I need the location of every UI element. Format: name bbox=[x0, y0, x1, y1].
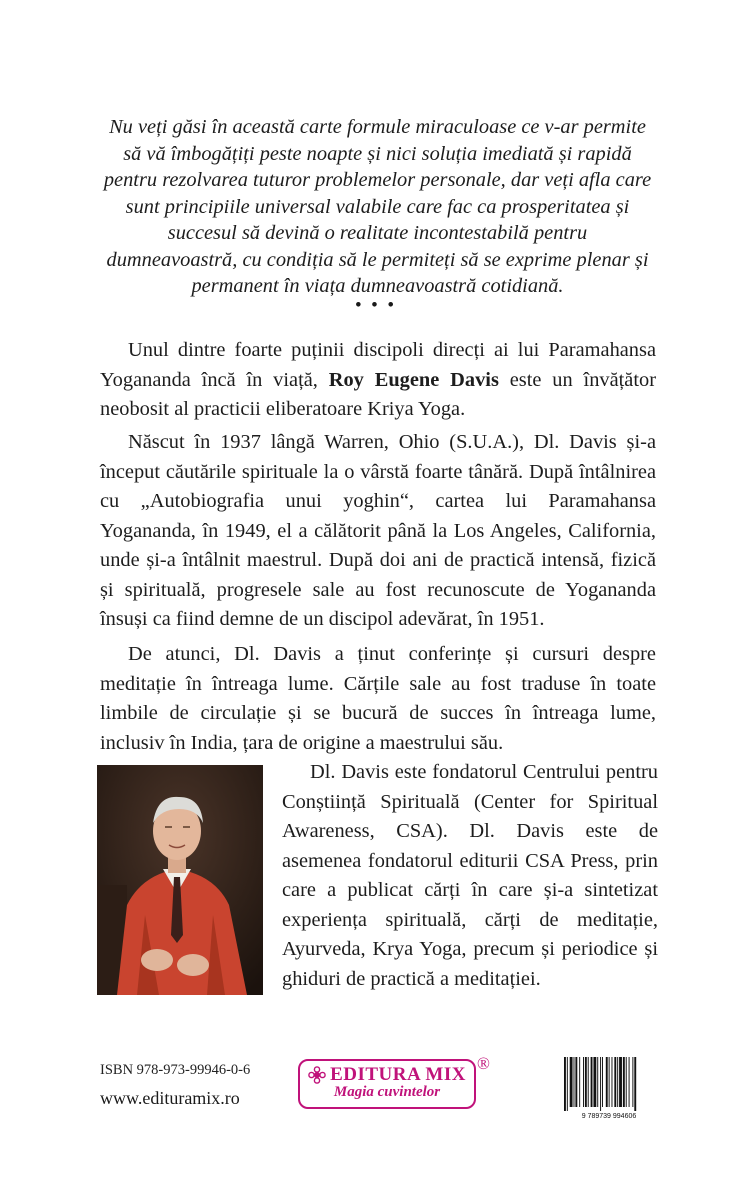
barcode-bar bbox=[612, 1057, 613, 1107]
back-cover-quote: Nu veți găsi în această carte formule miraculoase ce v-ar permite să vă îmbogățiți peste noapte și nici soluția imediată și rapidă pentru rezolvarea tuturor problemelor personale, dar veți afla care sunt principiile universal valabile care fac ca prosperitatea și succesul să devină o realitate incontestabilă pentru dumneavoastră, cu condiția să le permiteți să se exprime plenar și permanent în viața dumneavoastră cotidiană. bbox=[103, 116, 652, 297]
isbn-number: ISBN 978-973-99946-0-6 bbox=[100, 1062, 251, 1078]
author-name: Roy Eugene Davis bbox=[328, 368, 499, 391]
publisher-tagline: Magia cuvintelor bbox=[333, 1084, 441, 1100]
barcode-bar bbox=[564, 1057, 566, 1111]
bio-p1-before: Unul dintre foarte puținii discipoli direcți ai lui Paramahansa Yogananda încă în viață, bbox=[100, 339, 656, 391]
publisher-logo-main bbox=[300, 1064, 474, 1086]
author-photo bbox=[97, 765, 263, 995]
barcode-bar bbox=[606, 1057, 608, 1107]
barcode-bar bbox=[619, 1057, 622, 1107]
bio-paragraph-4 bbox=[282, 758, 658, 994]
barcode-bar bbox=[570, 1057, 573, 1107]
bio-paragraph-3 bbox=[100, 640, 656, 758]
bio-p3-text: De atunci, Dl. Davis a ținut conferințe și cursuri despre meditație în întreaga lume. Cărțile sale au fost traduse în toate limbile de circulație și se bucură de succes în întreaga lume, inclusiv în India, țara de origine a maestrului său. bbox=[100, 643, 656, 754]
barcode-bar bbox=[579, 1057, 580, 1107]
author-portrait-illustration bbox=[97, 765, 263, 995]
barcode-bar bbox=[575, 1057, 577, 1107]
bio-p1-after: este un învățător neobosit al practicii eliberatoare Kriya Yoga. bbox=[100, 368, 657, 420]
barcode-bar bbox=[591, 1057, 593, 1107]
barcode-bar bbox=[617, 1057, 618, 1107]
publisher-logo bbox=[298, 1059, 476, 1109]
section-separator: • • • bbox=[355, 295, 397, 314]
barcode-bar bbox=[585, 1057, 587, 1107]
barcode-bar bbox=[623, 1057, 625, 1107]
barcode-bar bbox=[602, 1057, 603, 1107]
bio-paragraph-1 bbox=[100, 336, 656, 425]
barcode-bar bbox=[609, 1057, 610, 1107]
flower-icon bbox=[308, 1066, 326, 1084]
barcode-bar bbox=[588, 1057, 589, 1107]
registered-mark: ® bbox=[477, 1054, 490, 1073]
barcode-bar bbox=[583, 1057, 584, 1107]
barcode-bar bbox=[634, 1057, 636, 1111]
barcode-bar bbox=[574, 1057, 575, 1107]
barcode-bar bbox=[593, 1057, 596, 1107]
barcode-bar bbox=[567, 1057, 568, 1111]
bio-p2-text: Născut în 1937 lângă Warren, Ohio (S.U.A.), Dl. Davis și-a început căutările spirituale la o vârstă foarte tânără. După întâlnirea cu „Autobiografia unui yoghin“, cartea lui Paramahansa Yogananda, în 1949, el a călătorit până la Los Angeles, California, unde și-a întâlnit maestrul. După doi ani de practică intensă, fizică și spirituală, progresele sale au fost recunoscute de Yogananda însuși ca fiind demne de un discipol adevărat, în 1951. bbox=[100, 431, 656, 630]
publisher-website: www.edituramix.ro bbox=[100, 1088, 240, 1108]
barcode-digits: 9 789739 994606 bbox=[581, 1113, 637, 1120]
bio-p4-text: Dl. Davis este fondatorul Centrului pentru Conștiință Spirituală (Center for Spiritual Awareness, CSA). Dl. Davis este de asemenea fondatorul editurii CSA Press, prin care a publicat cărți în care și-a sintetizat experiența spirituală, cărți de meditație, Ayurveda, Krya Yoga, precum și periodice și ghiduri de practică a meditației. bbox=[282, 761, 658, 990]
publisher-name: EDITURA MIX bbox=[330, 1064, 466, 1085]
barcode-bar bbox=[629, 1057, 630, 1107]
barcode-bar bbox=[632, 1057, 633, 1107]
isbn-barcode bbox=[560, 1055, 658, 1120]
barcode-bar bbox=[614, 1057, 616, 1107]
bio-paragraph-2 bbox=[100, 428, 656, 635]
barcode-bars bbox=[564, 1057, 636, 1111]
barcode-bar bbox=[597, 1057, 598, 1107]
barcode-bar bbox=[626, 1057, 627, 1107]
barcode-bar bbox=[600, 1057, 601, 1111]
